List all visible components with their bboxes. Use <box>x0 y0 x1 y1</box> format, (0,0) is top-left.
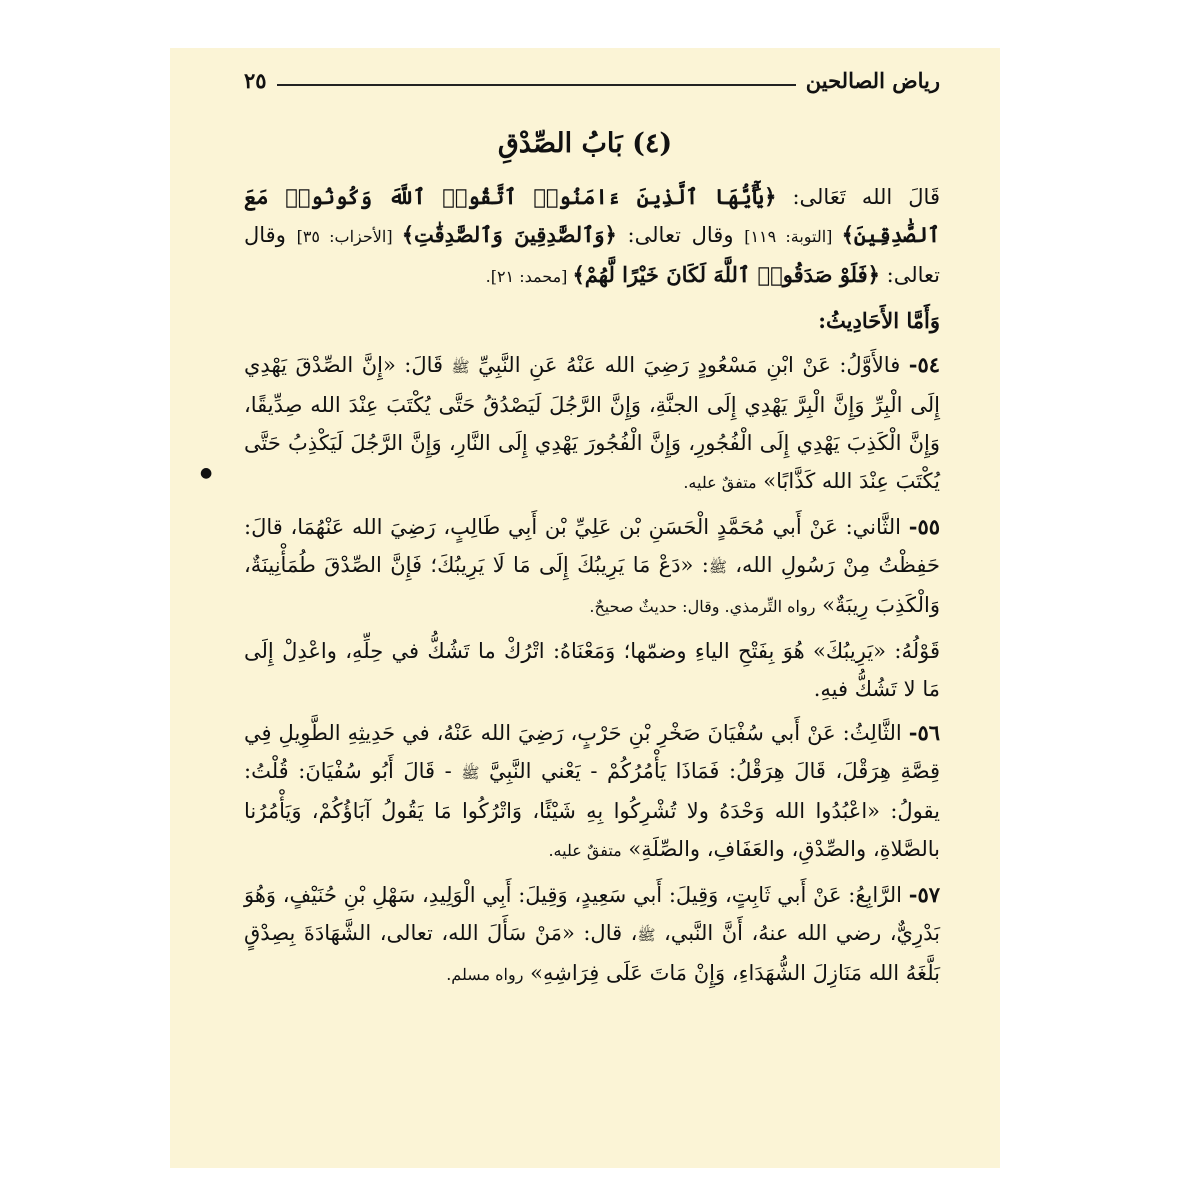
book-title: رياض الصالحين <box>805 68 940 93</box>
hadith-number: ٥٥- <box>908 514 940 539</box>
hadith-text: الثَّالِثُ: عَنْ أَبي سُفْيَانَ صَخْرِ بْنِ حَرْبٍ، رَضِيَ الله عَنْهُ، في حَدِيثِهِ الطَّوِيلِ فِي قِصَّةِ هِرَقْلَ، قَالَ هِرَقْلُ: فَمَاذَا يَأْمُرُكُمْ - يَعْني النَّبِيَّ <box>244 721 940 783</box>
hadith-source: متفقٌ عليه. <box>683 473 757 492</box>
hadith-number: ٥٦- <box>908 720 940 745</box>
page-body <box>244 178 940 1000</box>
hadith-text: ، قال: «مَنْ سَأَلَ الله، تعالى، الشَّهَادَةَ بِصِدْقٍ بَلَّغَهُ الله مَنَازِلَ الشُّهَدَاءِ، وَإِنْ مَاتَ عَلَى فِرَاشِهِ» <box>244 921 940 985</box>
hadith-text: - قَالَ أَبُو سُفْيَانَ: قُلْتُ: يقولُ: «اعْبُدُوا الله وَحْدَهُ ولا تُشْرِكُوا بِهِ شَيْئًا، وَاتْرُكُوا مَا يَقُولُ آبَاؤُكُمْ، وَيَأْمُرُنا بالصَّلاةِ، والصِّدْقِ، والعَفَافِ، والصِّلَةِ» <box>244 759 940 861</box>
intro-text-2: وقال تعالى: <box>616 223 745 247</box>
hadith-54 <box>244 346 940 502</box>
salla-glyph: ﷺ <box>708 558 727 576</box>
verse-ref-2: [الأحزاب: ٣٥] <box>296 227 402 246</box>
hadith-text: قَالَ: «إِنَّ الصِّدْقَ يَهْدِي إِلَى الْبِرِّ وَإِنَّ الْبِرَّ يَهْدِي إِلَى الجنَّةِ، وَإِنَّ الرَّجُلَ لَيَصْدُقُ حَتَّى يُكْتَبَ عِنْدَ الله صِدِّيقًا، وَإِنَّ الْكَذِبَ يَهْدِي إِلَى الْفُجُورِ، وَإِنَّ الْفُجُورَ يَهْدِي إِلَى النَّارِ، وَإِنَّ الرَّجُلَ لَيَكْذِبُ حَتَّى يُكْتَبَ عِنْدَ الله كَذَّابًا» <box>244 353 941 493</box>
quran-verse-3: ﴿فَلَوْ صَدَقُوا۟ ٱللَّهَ لَكَانَ خَيْرًا لَّهُمْ﴾ <box>572 262 880 287</box>
book-page <box>170 48 1000 1168</box>
hadith-56 <box>244 714 940 870</box>
hadith-source: رواه مسلم. <box>446 965 524 984</box>
hadith-text: فالأَوَّلُ: عَنْ ابْنِ مَسْعُودٍ رَضِيَ الله عَنْهُ عَنِ النَّبِيِّ <box>469 353 909 377</box>
verse-ref-3: [محمد: ٢١]. <box>485 267 573 286</box>
quran-verse-1: ﴿يَٰٓأَيُّهَا ٱلَّذِينَ ءَامَنُوا۟ ٱتَّقُوا۟ ٱللَّهَ وَكُونُوا۟ مَعَ ٱلصَّٰدِقِينَ﴾ <box>244 184 940 247</box>
hadith-text: الرَّابِعُ: عَنْ أَبي ثَابِتٍ، وَقِيلَ: أَبي سَعِيدٍ، وَقِيلَ: أَبِي الْوَلِيدِ، سَهْلِ بْنِ حُنَيْفٍ، وَهُوَ بَدْرِيٌّ، رضي الله عنهُ، أَنَّ النَّبي، <box>244 883 941 945</box>
intro-text-3: وقال تعالى: <box>244 223 940 287</box>
hadith-text: الثَّاني: عَنْ أَبي مُحَمَّدٍ الْحَسَنِ بْن عَلِيِّ بْن أَبِي طَالِبٍ، رَضِيَ الله عَنْهُمَا، قالَ: حَفِظْتُ مِنْ رَسُولِ الله، <box>244 515 940 577</box>
hadith-source: رواه التِّرمذي. وقال: حديثٌ صحيحٌ. <box>589 597 816 616</box>
quran-verse-2: ﴿وَٱلصَّٰدِقِينَ وَٱلصَّٰدِقَٰتِ﴾ <box>401 222 617 247</box>
hadith-55-note: قَوْلُهُ: «يَرِيبُكَ» هُوَ بِفَتْحِ الياءِ وضمّها؛ وَمَعْنَاهُ: اتْرُكْ ما تَشُكُّ في حِلِّهِ، واعْدِلْ إِلَى مَا لا تَشُكُّ فيهِ. <box>244 639 940 701</box>
hadith-number: ٥٧- <box>908 882 940 907</box>
salla-glyph: ﷺ <box>461 764 480 782</box>
intro-text-1: قَالَ الله تَعَالى: <box>776 185 940 209</box>
hadith-number: ٥٤- <box>908 352 940 377</box>
salla-glyph: ﷺ <box>637 926 656 944</box>
running-header <box>244 68 940 93</box>
header-rule <box>277 84 796 86</box>
hadith-57 <box>244 876 940 994</box>
hadith-source: متفقٌ عليه. <box>548 841 622 860</box>
hadiths-heading: وَأَمَّا الأَحَادِيثُ: <box>818 308 940 333</box>
hadith-text: : «دَعْ مَا يَرِيبُكَ إِلَى مَا لَا يَرِيبُكَ؛ فَإِنَّ الصِّدْقَ طُمَأْنِينَةٌ، وَالْكَذِبَ رِيبَةٌ» <box>244 553 940 617</box>
chapter-title: (٤) بَابُ الصِّدْقِ <box>497 128 673 159</box>
salla-glyph: ﷺ <box>451 358 470 376</box>
margin-bullet-mark: ● <box>200 465 213 481</box>
verse-ref-1: [التوبة: ١١٩] <box>744 227 842 246</box>
page-number: ٢٥ <box>244 68 267 93</box>
hadith-55 <box>244 508 940 626</box>
intro-paragraph <box>244 178 940 296</box>
